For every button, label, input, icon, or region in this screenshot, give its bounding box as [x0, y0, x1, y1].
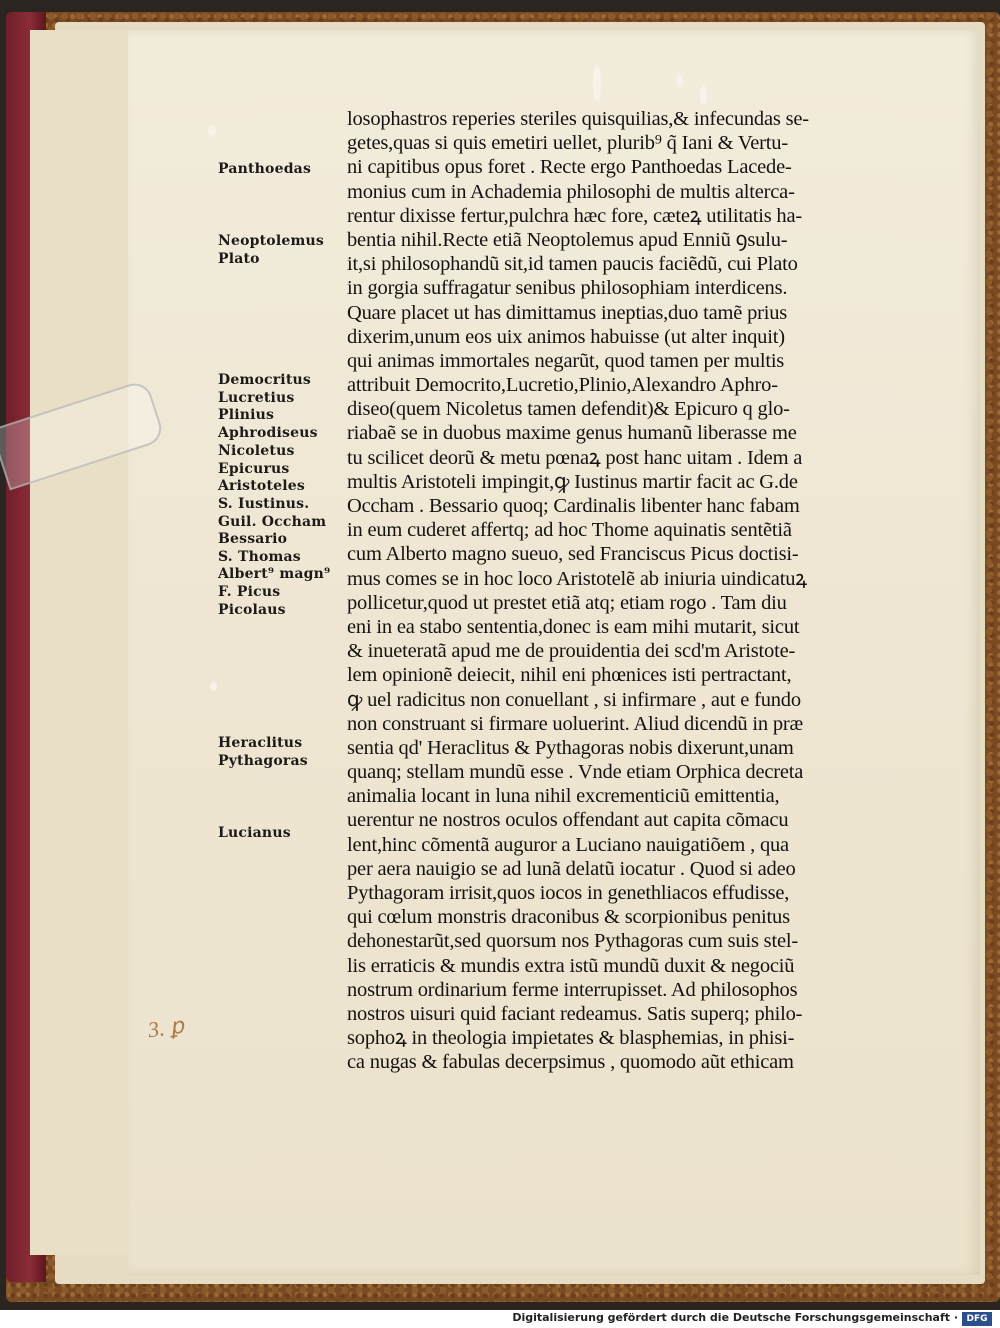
footer-bar: [0, 1310, 1000, 1328]
margin-note: Heraclitus: [218, 735, 303, 751]
margin-note: Plinius: [218, 407, 275, 423]
text-line: uerentur ne nostros oculos offendant aut capita cõmacu: [347, 809, 789, 832]
text-line: sophoꝝ in theologia impietates & blasphemias, in phisi-: [347, 1027, 795, 1050]
paper-hole: [210, 682, 217, 691]
text-line: rentur dixisse fertur,pulchra hæc fore, cæteꝝ utilitatis ha-: [347, 204, 803, 227]
text-line: attribuit Democrito,Lucretio,Plinio,Alexandro Aphro-: [347, 374, 778, 397]
paper-hole: [676, 75, 683, 87]
text-line: ꝙ uel radicitus non conuellant , si infirmare , aut e fundo: [347, 688, 801, 711]
text-line: ni capitibus opus foret . Recte ergo Panthoedas Lacede-: [347, 156, 792, 179]
text-line: non construant si firmare uoluerint. Aliud dicendũ in præ: [347, 712, 804, 735]
text-line: diseo(quem Nicoletus tamen defendit)& Epicuro q glo-: [347, 398, 790, 421]
paper-hole: [208, 125, 216, 137]
margin-note: Plato: [218, 251, 260, 267]
margin-note: Lucretius: [218, 390, 295, 406]
text-line: sentia qd' Heraclitus & Pythagoras nobis dixerunt,unam: [347, 736, 794, 759]
text-line: Occham . Bessario quoq; Cardinalis libenter hanc fabam: [347, 495, 800, 517]
text-line: it,si philosophandũ sit,id tamen paucis faciẽdũ, cui Plato: [347, 253, 798, 276]
text-line: Quare placet ut has dimittamus ineptias,duo tamẽ prius: [347, 301, 788, 324]
pencil-annotation: 3. ꝑ: [146, 1012, 186, 1043]
text-line: lem opinionẽ deiecit, nihil eni phœnices isti pertractant,: [347, 664, 792, 687]
margin-note: Panthoedas: [218, 161, 312, 177]
body-text: [347, 107, 927, 1075]
margin-note: Epicurus: [218, 461, 290, 477]
text-line: mus comes se in hoc loco Aristotelẽ ab iniuria uindicatuꝝ: [347, 567, 807, 590]
text-line: tu scilicet deorũ & metu pœnaꝝ post hanc uitam . Idem a: [347, 446, 803, 469]
dfg-logo: DFG: [962, 1312, 992, 1326]
text-line: multis Aristoteli impingit,ꝙ Iustinus martir facit ac G.de: [347, 470, 798, 493]
margin-note: Pythagoras: [218, 753, 308, 769]
text-line: animalia locant in luna nihil excrementiciũ emittentia,: [347, 785, 780, 808]
text-line: cum Alberto magno sueuo, sed Franciscus Picus doctisi-: [347, 543, 799, 566]
text-line: eni in ea stabo sententia,donec is eam mihi mutarit, sicut: [347, 615, 800, 638]
text-line: getes,quas si quis emetiri uellet, plurib⁹ q̃ Iani & Vertu-: [347, 132, 788, 155]
margin-note: Aphrodiseus: [218, 425, 318, 441]
text-line: qui cœlum monstris draconibus & scorpionibus penitus: [347, 906, 790, 929]
text-line: quanq; stellam mundũ esse . Vnde etiam Orphica decreta: [347, 761, 804, 784]
margin-note: Nicoletus: [218, 443, 295, 459]
margin-note: Albert⁹ magn⁹: [218, 566, 331, 582]
text-line: monius cum in Achademia philosophi de multis alterca-: [347, 180, 795, 203]
text-line: per aera nauigio se ad lunã delatũ iocatur . Quod si adeo: [347, 857, 796, 880]
text-line: & inueteratã apud me de prouidentia dei scd'm Aristote-: [347, 640, 796, 663]
text-line: nostros uisuri quid faciant redeamus. Satis superq; philo-: [347, 1002, 803, 1025]
text-line: lis erraticis & mundis extra istũ mundũ duxit & negociũ: [347, 954, 795, 977]
text-line: nostrum ordinarium ferme interrupisset. Ad philosophos: [347, 978, 798, 1001]
text-line: in eum cuderet affertq; ad hoc Thome aquinatis sentẽtiã: [347, 519, 792, 542]
text-line: lent,hinc cõmentã auguror a Luciano nauigatiõem , qua: [347, 833, 789, 856]
text-line: bentia nihil.Recte etiã Neoptolemus apud Enniũ ꝯsulu-: [347, 228, 788, 251]
margin-note: S. Iustinus.: [218, 496, 310, 512]
text-line: dixerim,unum eos uix animos habuisse (ut alter inquit): [347, 325, 785, 348]
text-line: losophastros reperies steriles quisquilias,& infecundas se-: [347, 108, 809, 130]
paper-hole: [593, 65, 601, 101]
dfg-credit-text: Digitalisierung gefördert durch die Deutsche Forschungsgemeinschaft ·: [512, 1311, 958, 1324]
text-line: ca nugas & fabulas decerpsimus , quomodo aũt ethicam: [347, 1051, 794, 1074]
text-line: pollicetur,quod ut prestet etiã atq; etiam rogo . Tam diu: [347, 591, 787, 614]
text-line: dehonestarũt,sed quorsum nos Pythagoras cum suis stel-: [347, 930, 798, 953]
margin-note: Bessario: [218, 531, 288, 547]
text-line: qui animas immortales negarũt, quod tamen per multis: [347, 349, 785, 372]
margin-note: Neoptolemus: [218, 233, 324, 249]
margin-note: Democritus: [218, 372, 311, 388]
margin-note: Aristoteles: [218, 478, 305, 494]
margin-note: S. Thomas: [218, 549, 301, 565]
text-line: Pythagoram irrisit,quos iocos in genethliacos effudisse,: [347, 882, 790, 904]
margin-notes: [218, 0, 343, 1100]
margin-note: F. Picus: [218, 584, 281, 600]
margin-note: Lucianus: [218, 825, 291, 841]
text-line: in gorgia suffragatur senibus philosophiam interdicens.: [347, 277, 788, 300]
paper-hole: [700, 85, 707, 105]
margin-note: Guil. Occham: [218, 514, 327, 530]
text-line: riabaẽ se in duobus maxime genus humanũ liberasse me: [347, 422, 797, 445]
margin-note: Picolaus: [218, 602, 286, 618]
